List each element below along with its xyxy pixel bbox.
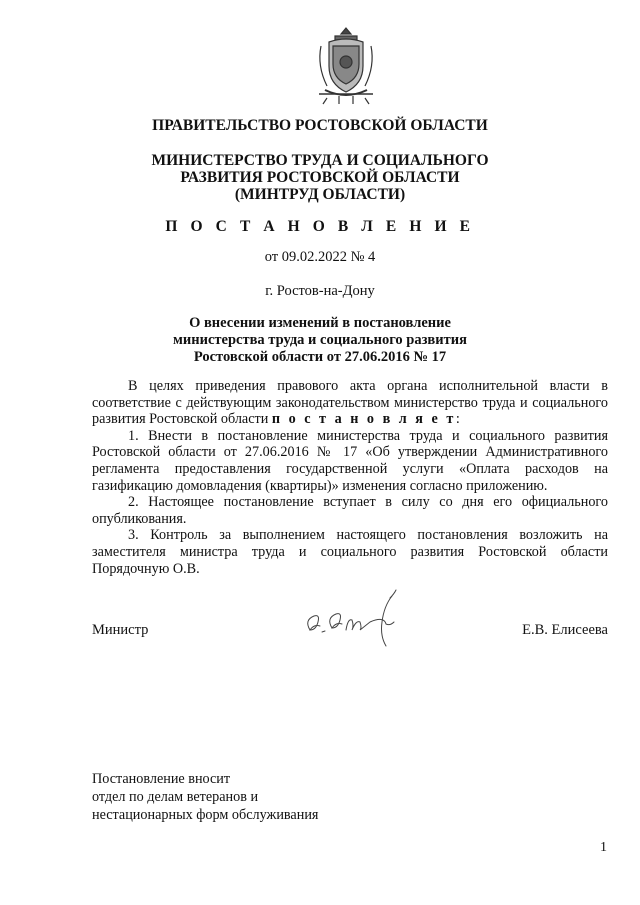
government-name: ПРАВИТЕЛЬСТВО РОСТОВСКОЙ ОБЛАСТИ [152,117,488,134]
footer-line: нестационарных форм обслуживания [92,807,319,823]
footer-line: Постановление вносит [92,771,231,787]
coat-of-arms-icon [315,24,377,106]
ministry-name [0,152,640,203]
signatory-position: Министр [92,622,149,638]
document-city: г. Ростов-на-Дону [265,283,375,299]
footer-line: отдел по делам ветеранов и [92,789,259,805]
decree-word: п о с т а н о в л я е т [271,411,456,428]
subject-line: О внесении изменений в постановление [189,315,451,331]
document-subject [0,315,640,366]
document-body [92,378,608,577]
intro-paragraph [92,378,608,428]
document-footer [92,770,318,824]
item-paragraph: 1. Внести в постановление министерства труда и социального развития Ростовской области от 27.06.2016 № 17 «Об утверждении Административного регламента предоставления государственной услуги «Оплата расходов на газификацию домовладения (квартиры)» изменения согласно приложению. [92,427,608,494]
ministry-line: МИНИСТЕРСТВО ТРУДА И СОЦИАЛЬНОГО [151,152,489,169]
subject-line: министерства труда и социального развития [173,332,467,348]
ministry-line: (МИНТРУД ОБЛАСТИ) [234,186,406,203]
intro-text: В целях приведения правового акта органа исполнительной власти в соответствие с действующим законодательством министерство труда и социального развития Ростовской области [92,378,608,428]
subject-line: Ростовской области от 27.06.2016 № 17 [193,349,447,365]
document-type: П О С Т А Н О В Л Е Н И Е [165,218,475,235]
handwritten-signature-icon [296,588,416,658]
decree-colon: : [455,411,460,428]
item-paragraph: 2. Настоящее постановление вступает в силу со дня его официального опубликования. [92,494,608,527]
page-number: 1 [600,840,607,855]
signatory-name: Е.В. Елисеева [522,622,608,638]
item-paragraph: 3. Контроль за выполнением настоящего постановления возложить на заместителя министра труда и социального развития Ростовской области Порядочную О.В. [92,527,608,577]
ministry-line: РАЗВИТИЯ РОСТОВСКОЙ ОБЛАСТИ [180,169,460,186]
document-date-number: от 09.02.2022 № 4 [264,249,376,265]
